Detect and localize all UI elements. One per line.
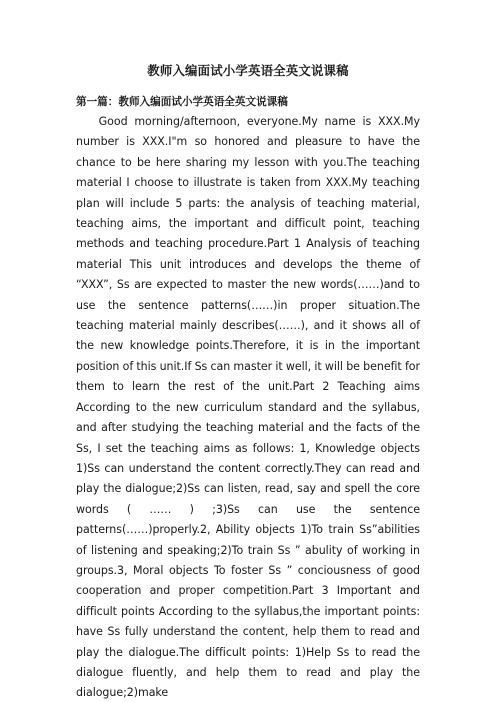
section-heading: 第一篇：教师入编面试小学英语全英文说课稿	[76, 96, 288, 108]
document-title: 教师入编面试小学英语全英文说课稿	[147, 63, 349, 78]
body-paragraph: Good morning/afternoon, everyone.My name is XXX.My number is XXX.I"m so honored and pleasure to have the chance to be here sharing my lesson with you.The teaching material I choose to illustrate is taken from XXX.My teaching plan will include 5 parts: the analysis of teaching material, teaching aims, the important and difficult point, teaching methods and teaching procedure.Part 1 Analysis of teaching material This unit introduces and develops the theme of “XXX”, Ss are expected to master the new words(……)and to use the sentence patterns(……)in proper situation.The teaching material mainly describes(……), and it shows all of the new knowledge points.Therefore, it is in the important position of this unit.If Ss can master it well, it will be benefit for them to learn the rest of the unit.Part 2 Teaching aims According to the new curriculum standard and the syllabus, and after studying the teaching material and the facts of the Ss, I set the teaching aims as follows: 1, Knowledge objects 1)Ss can understand the content correctly.They can read and play the dialogue;2)Ss can listen, read, say and spell the core words ( …… ) ;3)Ss can use the sentence patterns(……)properly.2, Ability objects 1)To train Ss”abilities of listening and speaking;2)To train Ss ” abulity of working in groups.3, Moral objects To foster Ss ” conciousness of good cooperation and proper competition.Part 3 Important and difficult points According to the syllabus,the important points: have Ss fully understand the content, help them to read and play the dialogue.The difficult points: 1)Help Ss to read the dialogue fluently, and help them to read and play the dialogue;2)make	[76, 115, 420, 700]
